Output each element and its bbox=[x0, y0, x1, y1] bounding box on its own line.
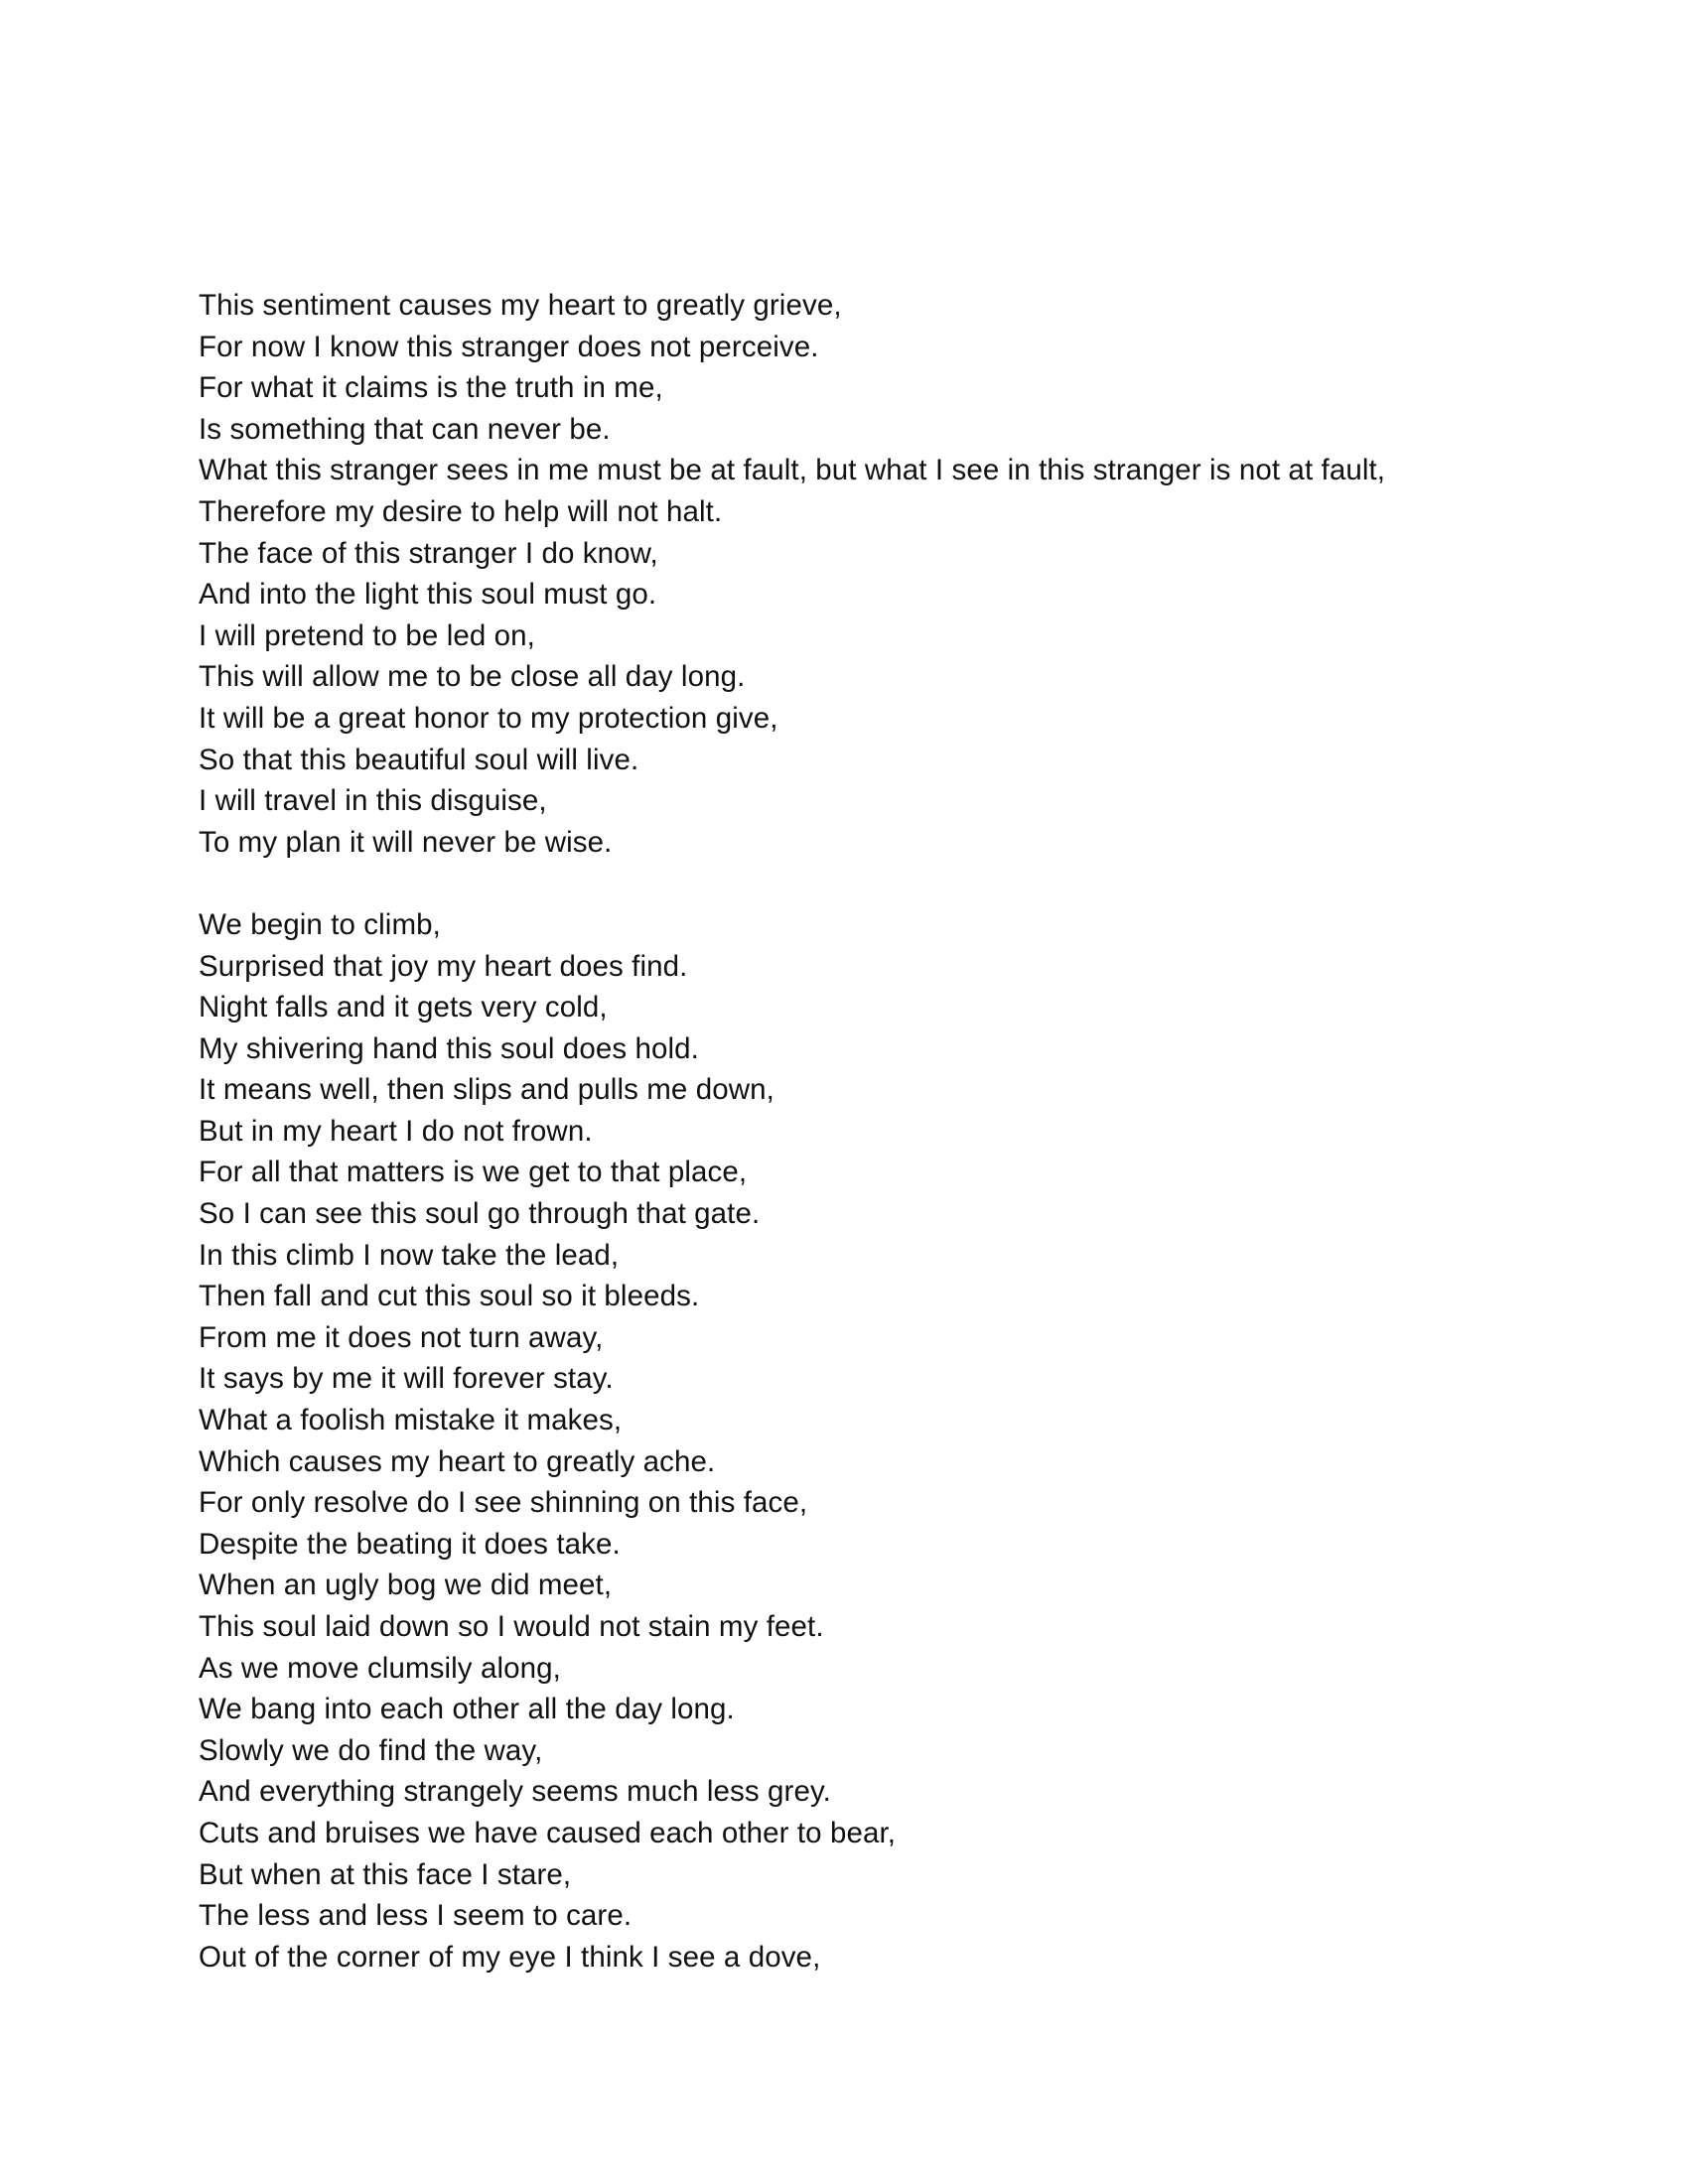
poem-line: Cuts and bruises we have caused each other to bear, bbox=[199, 1816, 897, 1849]
poem-line: What this stranger sees in me must be at fault, but what I see in this stranger is not at fault, bbox=[199, 454, 1386, 487]
poem-line: For all that matters is we get to that place, bbox=[199, 1156, 748, 1189]
poem-line: From me it does not turn away, bbox=[199, 1320, 604, 1354]
poem-line: So that this beautiful soul will live. bbox=[199, 743, 639, 776]
poem-line: But in my heart I do not frown. bbox=[199, 1114, 593, 1148]
poem-line: This will allow me to be close all day long. bbox=[199, 660, 746, 694]
poem-line: Is something that can never be. bbox=[199, 412, 611, 446]
poem-line: When an ugly bog we did meet, bbox=[199, 1569, 613, 1602]
poem-line: To my plan it will never be wise. bbox=[199, 825, 613, 859]
poem-line: Despite the beating it does take. bbox=[199, 1527, 621, 1561]
poem-line: But when at this face I stare, bbox=[199, 1857, 572, 1891]
poem-line: This sentiment causes my heart to greatly grieve, bbox=[199, 289, 842, 322]
poem-line: This soul laid down so I would not stain my feet. bbox=[199, 1610, 824, 1643]
poem-line: And into the light this soul must go. bbox=[199, 578, 657, 612]
poem-line: It means well, then slips and pulls me down, bbox=[199, 1073, 774, 1107]
poem-line: Therefore my desire to help will not halt. bbox=[199, 494, 723, 528]
poem-line: Night falls and it gets very cold, bbox=[199, 991, 608, 1024]
poem-line: Out of the corner of my eye I think I see a dove, bbox=[199, 1940, 821, 1974]
poem-line: I will pretend to be led on, bbox=[199, 618, 535, 652]
poem-line: My shivering hand this soul does hold. bbox=[199, 1031, 699, 1065]
poem-line: For only resolve do I see shinning on this face, bbox=[199, 1486, 808, 1520]
poem-line: The less and less I seem to care. bbox=[199, 1899, 633, 1933]
poem-line: The face of this stranger I do know, bbox=[199, 536, 658, 570]
poem-line: It will be a great honor to my protection give, bbox=[199, 701, 778, 735]
stanza-2 bbox=[199, 904, 1489, 1978]
poem-line: For what it claims is the truth in me, bbox=[199, 371, 663, 405]
poem-line: What a foolish mistake it makes, bbox=[199, 1404, 623, 1437]
poem-line: I will travel in this disguise, bbox=[199, 784, 547, 818]
poem-line: We begin to climb, bbox=[199, 907, 441, 941]
poem-line: And everything strangely seems much less grey. bbox=[199, 1775, 831, 1809]
poem-line: Which causes my heart to greatly ache. bbox=[199, 1444, 716, 1478]
poem-line: It says by me it will forever stay. bbox=[199, 1362, 614, 1396]
poem-body bbox=[199, 285, 1489, 1978]
poem-line: In this climb I now take the lead, bbox=[199, 1238, 620, 1272]
poem-line: We bang into each other all the day long. bbox=[199, 1693, 735, 1726]
poem-line: Slowly we do find the way, bbox=[199, 1733, 543, 1767]
poem-line: Then fall and cut this soul so it bleeds. bbox=[199, 1280, 700, 1313]
poem-line: As we move clumsily along, bbox=[199, 1651, 561, 1685]
poem-line: For now I know this stranger does not perceive. bbox=[199, 330, 819, 363]
stanza-1 bbox=[199, 285, 1489, 863]
poem-line: So I can see this soul go through that gate. bbox=[199, 1197, 761, 1231]
poem-line: Surprised that joy my heart does find. bbox=[199, 949, 688, 983]
